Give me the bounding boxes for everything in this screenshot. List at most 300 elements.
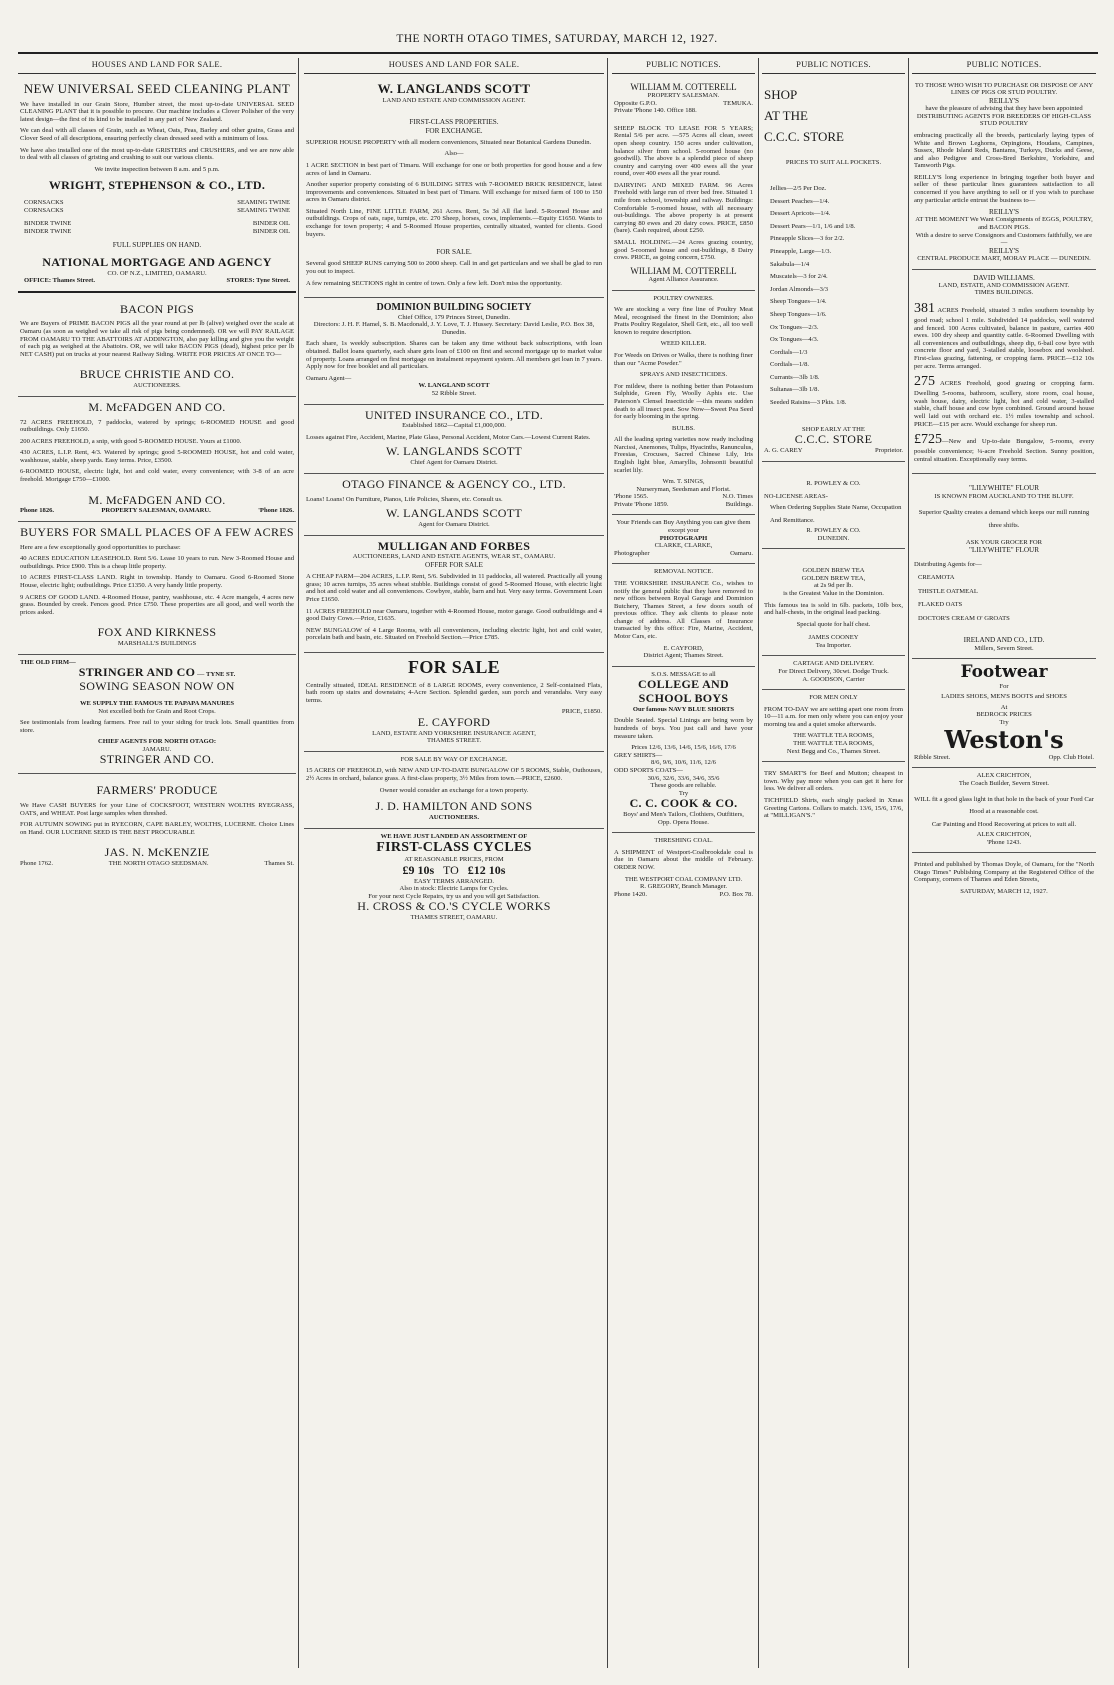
ad-title: TO THOSE WHO WISH TO PURCHASE OR DISPOSE OF ANY LINES OF PIGS OR STUD POULTRY. bbox=[914, 81, 1094, 97]
ad-title: CARTAGE AND DELIVERY. bbox=[793, 660, 874, 668]
ad-title: SOWING SEASON NOW ON bbox=[79, 679, 235, 694]
address: 52 Ribble Street. bbox=[431, 389, 477, 397]
westons-ad bbox=[912, 659, 1096, 768]
ad-text: AT THE MOMENT We Want Consignments of EGGS, POULTRY, and BACON PIGS. bbox=[915, 216, 1093, 231]
company-name: THE WESTPORT COAL COMPANY LTD. bbox=[624, 875, 743, 883]
product: CORNSACKS bbox=[24, 206, 64, 214]
agent-name: DAVID WILLIAMS. bbox=[973, 273, 1035, 282]
product: DOCTOR'S CREAM O' GROATS bbox=[918, 614, 1010, 622]
ad-title: Footwear bbox=[960, 662, 1048, 683]
ad-text: We Have CASH BUYERS for your Line of COCKSFOOT, WESTERN WOLTHS RYEGRASS, OATS, and WHEAT. Post large samples when threshed. bbox=[20, 801, 294, 817]
seed-cleaning-ad bbox=[18, 78, 296, 293]
company-name: THE WATTLE TEA ROOMS, bbox=[793, 732, 874, 740]
company-name: DOMINION BUILDING SOCIETY bbox=[376, 302, 532, 314]
ad-title: REMOVAL NOTICE. bbox=[654, 568, 713, 576]
company-name: WRIGHT, STEPHENSON & CO., LTD. bbox=[48, 178, 266, 193]
ad-text: BEDROCK PRICES bbox=[976, 711, 1032, 719]
ad-text: Also— bbox=[444, 150, 464, 158]
ad-text: A SHIPMENT of Westport-Coalbrookdale coal is due in Oamaru about the middle of February. ORDER NOW. bbox=[614, 848, 753, 871]
ad-text: GREY SHIRTS— bbox=[614, 751, 663, 759]
threshing-coal-ad bbox=[612, 833, 755, 904]
ad-text: LAND, ESTATE, AND COMMISSION AGENT. bbox=[938, 281, 1070, 289]
company-name: R. POWLEY & CO. bbox=[806, 479, 861, 487]
ad-text: Chief Agent for Oamaru District. bbox=[410, 459, 498, 467]
product: BINDER TWINE bbox=[24, 220, 72, 228]
column-divider bbox=[298, 58, 299, 1668]
ad-title: SHOP bbox=[764, 86, 798, 102]
ccc-store-ad bbox=[762, 78, 905, 462]
ad-text: PROPERTY SALESMAN. bbox=[647, 92, 720, 100]
listing: 15 ACRES OF FREEHOLD, with NEW AND UP-TO-DATE BUNGALOW OF 5 ROOMS, Stable, Outhouses, 2½ Acres in orchard, balance grass. A first-class property, 3½ Miles from town.—PRICE, £2600. bbox=[306, 767, 602, 782]
ad-text: Distributing Agents for— bbox=[914, 560, 982, 568]
ad-text: FOR AUTUMN SOWING put in RYECORN, CAPE BARLEY, WOLTHS, LUCERNE. Choice Lines on Hand. OUR LUCERNE SEED IS THE BEST PROCURABLE bbox=[20, 821, 294, 836]
listing: Centrally situated, IDEAL RESIDENCE of 8 LARGE ROOMS, every convenience, 2 Self-contained Flats, bath room up stairs and downstairs; 4-Acre Section. Splendid garden, sun porch and verandahs. Very easy terms. bbox=[306, 681, 602, 704]
cook-ad bbox=[612, 667, 755, 833]
phone: Phone 1826. bbox=[20, 507, 55, 515]
ad-text: THE YORKSHIRE INSURANCE Co., wishes to notify the general public that they have removed to new offices between Royal Garage and Dominion Butchery, Thames Street, a few doors south of previous office. They ask clients to please note change of address. All Classes of Insurance transacted by this office: Fire, Marine, Accident, Motor Cars, etc. bbox=[614, 579, 753, 640]
ad-text: JAMARU. bbox=[142, 745, 172, 753]
ad-text: AUCTIONEERS, LAND AND ESTATE AGENTS, WEAR ST., OAMARU. bbox=[352, 553, 556, 561]
ad-text: SHOP EARLY AT THE bbox=[802, 425, 865, 433]
company-name: THE WATTLE TEA ROOMS, bbox=[793, 740, 874, 748]
ad-text: Established 1862—Capital £1,000,000. bbox=[402, 422, 506, 430]
town: DUNEDIN. bbox=[817, 534, 850, 542]
address: THAMES STREET. bbox=[426, 737, 482, 745]
ad-text: IS KNOWN FROM AUCKLAND TO THE BLUFF. bbox=[934, 492, 1074, 500]
ad-title: BUYERS FOR SMALL PLACES OF A FEW ACRES bbox=[20, 524, 294, 539]
agent-name: A. G. CAREY bbox=[764, 446, 803, 454]
company-name: FOX AND KIRKNESS bbox=[97, 625, 217, 640]
ad-text: REILLY'S long experience in bringing together both buyer and seller of these particular lines guarantees satisfaction to all concerned if you have anything to sell or if you wish to purchase any particular article entrust the business to— bbox=[914, 173, 1094, 204]
agent-name: E. CAYFORD, bbox=[663, 644, 704, 652]
company-name: M. McFADGEN AND CO. bbox=[88, 399, 226, 414]
company-name: MULLIGAN AND FORBES bbox=[377, 538, 531, 553]
ad-text: TO bbox=[443, 862, 459, 877]
listing: A CHEAP FARM—204 ACRES, L.I.P. Rent, 5/6. Subdivided in 11 paddocks, all watered. Practically all young grass; 10 acres turnips, 35 acres wheat stubble. Buildings consist of good 5-Roomed House, with electric light and hot and cold water and all conveniences. Cowbyre, stable, barn and hut. Very easy terms. Government Loan Price £1650. bbox=[306, 573, 602, 603]
ad-text: AUCTIONEERS. bbox=[428, 813, 479, 821]
acreage: 381 bbox=[914, 301, 935, 317]
ad-text: PROPERTY SALESMAN, OAMARU. bbox=[101, 507, 211, 515]
company-name: JAS. N. McKENZIE bbox=[104, 845, 210, 860]
company-name: R. POWLEY & CO. bbox=[806, 527, 861, 535]
town: TEMUKA. bbox=[723, 99, 753, 107]
list-item: Sakabula—1/4 bbox=[770, 260, 810, 268]
ad-text: All the leading spring varieties now ready including Narcissi, Anemones, Tulips, Hyacinths, Ranunculus, Freesias, Crocuses, Sacred Chinese Lily, Iris English light blue, Amaryllis, Johnsonii beautiful scarlet lily. bbox=[614, 436, 753, 474]
address: Opp. Opera House. bbox=[658, 818, 709, 826]
company-name: Weston's bbox=[944, 725, 1064, 755]
list-item: Pineapple Slices—3 for 2/2. bbox=[770, 235, 845, 243]
ad-text: For Direct Delivery, 30cwt. Dodge Truck. bbox=[778, 667, 889, 675]
price: PRICE, £1850. bbox=[561, 708, 602, 716]
ad-title: THRESHING COAL. bbox=[654, 837, 713, 845]
column-2 bbox=[304, 58, 604, 1658]
company-name: J. D. HAMILTON AND SONS bbox=[375, 799, 533, 814]
ad-title: GOLDEN BREW TEA bbox=[802, 567, 865, 575]
column-3 bbox=[612, 58, 755, 1658]
ad-text: EASY TERMS ARRANGED. bbox=[413, 877, 495, 885]
mulligan-forbes-ad bbox=[304, 536, 604, 653]
agent-name: WILLIAM M. COTTERELL bbox=[630, 265, 737, 276]
ad-text: MARSHALL'S BUILDINGS bbox=[117, 640, 197, 648]
ad-text: TYNE ST. bbox=[206, 671, 236, 679]
ad-title: NEW UNIVERSAL SEED CLEANING PLANT bbox=[23, 80, 291, 96]
imprint-date: SATURDAY, MARCH 12, 1927. bbox=[960, 888, 1048, 896]
agent-name: WILLIAM M. COTTERELL bbox=[630, 81, 737, 92]
ad-text: NO-LICENSE AREAS- bbox=[764, 493, 828, 501]
agent-name: JAMES COONEY bbox=[808, 634, 859, 642]
price: 8/6, 9/6, 10/6, 11/6, 12/6 bbox=[651, 759, 716, 767]
ad-text: We are stocking a very fine line of Poultry Meat Meal, recognised the finest in the Dominion; also Pratts Poultry Regulator, Shell Grit, etc., all too well known to require description. bbox=[614, 306, 753, 336]
listing: SHEEP BLOCK TO LEASE FOR 5 YEARS; Rental 5/6 per acre. —575 Acres all clean, sweet open sheep country. 150 acres under cultivation, balance silver from school. 5-roomed house (no goodwill). The above is a splendid piece of sheep country and carrying over 400 ewes all the year round, over 400 ewes all the year round. bbox=[614, 124, 753, 178]
ad-text: FULL SUPPLIES ON HAND. bbox=[112, 241, 202, 250]
list-item: Dessert Apricots—1/4. bbox=[770, 210, 831, 218]
product: BINDER OIL bbox=[252, 227, 290, 235]
listing: 9 ACRES OF GOOD LAND. 4-Roomed House, pantry, washhouse, etc. 4 Acre mangels, 4 acres new grass. Bounded by creek. Fences good. Price £750. These properties are all good, and well worth the prices asked. bbox=[20, 593, 294, 616]
masthead: THE NORTH OTAGO TIMES, SATURDAY, MARCH 12, 1927. bbox=[396, 33, 718, 45]
mcfadgen-ad bbox=[18, 397, 296, 522]
ad-text: Superior Quality creates a demand which keeps our mill running three shifts. bbox=[918, 509, 1090, 530]
ad-text: WE HAVE JUST LANDED AN ASSORTMENT OF bbox=[380, 832, 528, 840]
ad-title: POULTRY OWNERS. bbox=[653, 294, 714, 302]
column-divider bbox=[908, 58, 909, 1668]
ad-text: We have installed in our Grain Store, Humber street, the most up-to-date UNIVERSAL SEED CLEANING PLANT that it is possible to procure. Our machine includes a Clover Polisher of the very latest design—the first of its kind to be installed in any part of New Zealand. bbox=[20, 100, 294, 123]
ad-title: "LILYWHITE" FLOUR bbox=[968, 546, 1040, 555]
reillys-ad bbox=[912, 78, 1096, 270]
ad-text: S.O.S. MESSAGE to all bbox=[651, 670, 716, 678]
ad-title: FIRST-CLASS CYCLES bbox=[376, 840, 532, 856]
address: TIMES BUILDINGS. bbox=[974, 289, 1034, 297]
ad-text: Photographer bbox=[614, 549, 650, 557]
listing: ACRES Freehold, good grazing or cropping farm. Dwelling 5-rooms, bathroom, scullery, store room, coal house, wash house, dairy, electric light, hot and cold water, 3-stalled stable, chaff house and cow byre combined. Ground around house well laid out with orchard etc. 1½ miles township and school. PRICE—£15 per acre. Would exchange for sheep run. bbox=[914, 380, 1094, 428]
agent-name: W. LANGLANDS SCOTT bbox=[386, 444, 522, 459]
ad-text: Losses against Fire, Accident, Marine, Plate Glass, Personal Accident, Motor Cars.—Lowest Current Rates. bbox=[306, 433, 591, 441]
listing: ACRES Freehold, situated 3 miles southern township by good road; school 1 mile. Subdivided 14 paddocks, well watered and fenced. 100 Acres cultivated, balance in pasture, carries 400 ewes. 100 dry sheep and quantity cattle. 6-Roomed Dwelling with all conveniences and outbuildings, sheep dip, 6-bail cow byre with concrete floor and yard, 3-stalled stable, loosebox and woolshed. First-class grazing, fattening, or cropping farm. PRICE—£12 10s per acre. Terms arranged. bbox=[914, 307, 1094, 370]
imprint bbox=[912, 853, 1096, 901]
ad-title: FARMERS' PRODUCE bbox=[96, 783, 218, 798]
listing: Another superior property consisting of 6 BUILDING SITES with 7-ROOMED BRICK RESIDENCE, latest improvements and conveniences. Situated in best part of Timaru. Will exchange for mixed farm of 100 to 150 acres in Oamaru district. bbox=[306, 181, 602, 204]
company-name: M. McFADGEN AND CO. bbox=[88, 492, 226, 507]
ad-text: AT REASONABLE PRICES, FROM bbox=[404, 856, 504, 864]
address: N.O. Times bbox=[722, 493, 753, 501]
ad-text: Here are a few exceptionally good opportunities to purchase: bbox=[20, 543, 181, 551]
phone: 'Phone 1565. bbox=[614, 493, 649, 501]
ad-text: Each share, 1s weekly subscription. Shares can be taken any time without back subscriptions, with loan obtained. Ballot loans quarterly, each share gets loan of £100 on first and second mortgage up to market value of property. Loans arranged on first mortgage on instalment repayment system. All members get loan in 7 years. Apply now for free booklet and all particulars. bbox=[306, 340, 602, 371]
ad-text: WE SUPPLY THE FAMOUS TE PAPAPA MANURES bbox=[79, 699, 235, 707]
list-item: Sheep Tongues—1/4. bbox=[770, 298, 827, 306]
ad-text: ASK YOUR GROCER FOR bbox=[965, 538, 1043, 546]
david-williams-ad bbox=[912, 270, 1096, 475]
address: Thames St. bbox=[264, 860, 294, 868]
product: BINDER OIL bbox=[252, 220, 290, 228]
ad-text: embracing practically all the breeds, particularly laying types of White and Brown Leghorns, Orpingtons, Houdans, Campines, Sussex, Rhode Island Reds, Bantams, Turkeys, Ducks and Geese, and also Pedigree and Cross-Bred Berkshire, Yorkshire, and Tamworth Pigs. bbox=[914, 131, 1094, 170]
powley-ad bbox=[762, 462, 905, 550]
list-item: Cordials—1/3 bbox=[770, 348, 808, 356]
office: OFFICE: Thames Street. bbox=[24, 277, 95, 285]
ad-text: Your Friends can Buy Anything you can give them except your bbox=[616, 519, 751, 535]
ad-text: THE OLD FIRM— bbox=[20, 658, 76, 666]
column-divider bbox=[607, 58, 608, 1668]
ad-text: Double Seated. Special Linings are being worn by hundreds of boys. You just call and have your measure taken. bbox=[614, 717, 753, 740]
ad-text: have the pleasure of advising that they have been appointed bbox=[925, 105, 1083, 113]
ad-text: THE NORTH OTAGO SEEDSMAN. bbox=[108, 860, 209, 868]
ad-text: Chief Office, 179 Princes Street, Dunedin. bbox=[398, 313, 510, 321]
price: 30/6, 32/6, 33/6, 34/6, 35/6 bbox=[647, 774, 720, 782]
lilywhite-ad bbox=[912, 474, 1096, 659]
phone: 'Phone 1243. bbox=[986, 838, 1022, 846]
agent-name: ALEX CRICHTON, bbox=[976, 772, 1032, 780]
ad-text: With a desire to serve Consignors and Customers faithfully, we are— bbox=[915, 231, 1093, 247]
list-item: Sultanas—3lb 1/8. bbox=[770, 386, 820, 394]
farmers-produce-ad bbox=[18, 774, 296, 873]
agent-name: A. GOODSON, Carrier bbox=[802, 675, 865, 683]
ad-title: GOLDEN BREW TEA, bbox=[801, 574, 866, 582]
ad-text: TICHFIELD Shirts, each singly packed in Xmas Greeting Cartons. Collars to match. 13/6, 15/6, 17/6, at "MILLIGAN'S." bbox=[764, 796, 903, 820]
price: £12 10s bbox=[467, 862, 506, 877]
ad-text: AUCTIONEERS. bbox=[133, 382, 181, 390]
smarts-ad bbox=[762, 762, 905, 829]
product: SEAMING TWINE bbox=[237, 199, 290, 207]
ad-title: FOR MEN ONLY bbox=[809, 694, 858, 702]
ad-text: FROM TO-DAY we are setting apart one room from 10—11 a.m. for men only where you can enjoy your morning tea and a quiet smoke afterwards. bbox=[764, 705, 903, 728]
ad-text: Tea Importer. bbox=[815, 641, 852, 649]
ad-text: Special quote for half chest. bbox=[796, 620, 871, 628]
otago-finance-ad bbox=[304, 474, 604, 536]
agent-name: ALEX CRICHTON, bbox=[976, 831, 1032, 839]
golden-brew-ad bbox=[762, 549, 905, 656]
phone: Phone 1762. bbox=[20, 860, 53, 868]
ad-title: FOR SALE bbox=[408, 656, 500, 677]
ad-text: Agent for Oamaru District. bbox=[418, 521, 490, 528]
cotterell-ad bbox=[612, 78, 755, 291]
ad-text: We are Buyers of PRIME BACON PIGS all the year round at per lb (alive) weighed over the scale at Oamaru (as soon as weighed we take all risk of pigs being condemned). OR we will PAY RAILAGE FROM OAMARU TO THE ABATTOIRS AT ADDINGTON, also pay killing and give you the weight of each pig as weighed at the Abattoirs. OR, we will take BACON PIGS (dead), highest price per lb NET CASH) put on trucks at your nearest Railway Siding. WRITE FOR PRICES AT ONCE TO— bbox=[20, 320, 294, 358]
list-item: Cordials—1/8. bbox=[770, 361, 810, 369]
ad-text: LAND, ESTATE AND YORKSHIRE INSURANCE AGENT, bbox=[372, 729, 536, 737]
ad-text: Try bbox=[999, 718, 1009, 726]
ad-text: ODD SPORTS COATS— bbox=[614, 766, 683, 774]
price: £725 bbox=[914, 432, 942, 448]
address: Millers, Severn Street. bbox=[974, 644, 1034, 652]
ad-text: Proprietor. bbox=[874, 446, 903, 454]
ad-text: LAND AND ESTATE AND COMMISSION AGENT. bbox=[382, 96, 526, 104]
ad-title: C.C.C. STORE bbox=[764, 128, 844, 144]
listing: NEW BUNGALOW of 4 Large Rooms, with all conveniences, including electric light, hot and cold water, porcelain bath and basin, etc. Situated on Freehold Section.—Price £785. bbox=[306, 626, 602, 642]
phone: 'Phone 1826. bbox=[258, 507, 294, 515]
price-list bbox=[764, 185, 903, 406]
listing: DAIRYING AND MIXED FARM. 96 Acres Freehold with large run of river bed free. Situated 1 mile from school, township and railway. Buildings: Comfortable 5-roomed house, with all necessary out-buildings. The above property is at present carrying 80 ewes and 20 dairy cows. PRICE, £850 (bare). Cash required, about £250. bbox=[614, 181, 753, 235]
company-name: IRELAND AND CO., LTD. bbox=[963, 636, 1045, 645]
company-name: C.C.C. STORE bbox=[794, 432, 873, 447]
address: Buildings. bbox=[725, 500, 753, 508]
company-name: REILLY'S bbox=[988, 96, 1020, 105]
langlands-scott-ad bbox=[304, 78, 604, 298]
section-heading: PUBLIC NOTICES. bbox=[612, 58, 755, 74]
list-item: Currants—3lb 1/8. bbox=[770, 373, 820, 381]
listing: SUPERIOR HOUSE PROPERTY with all modern conveniences, Situated near Botanical Gardens Dunedin. bbox=[306, 138, 592, 146]
listing: Several good SHEEP RUNS carrying 500 to 2000 sheep. Call in and get particulars and we shall be glad to run you out to inspect. bbox=[306, 260, 602, 276]
ad-text: WILL fit a good glass light in that hole in the back of your Ford Car Hood at a reasonable cost. bbox=[914, 795, 1094, 816]
section-heading: PUBLIC NOTICES. bbox=[762, 58, 905, 74]
ad-text: FOR SALE BY WAY OF EXCHANGE. bbox=[400, 755, 508, 763]
top-rule bbox=[18, 52, 1098, 54]
ad-title: BACON PIGS bbox=[119, 301, 194, 316]
company-name: E. CAYFORD bbox=[417, 714, 491, 729]
ad-text: We can deal with all classes of Grain, such as Wheat, Oats, Peas, Barley and other grains, Grass and Clover Seed of all descriptions, ensuring perfectly clean dressed seed with a minimum of loss. bbox=[20, 127, 294, 143]
list-item: Pineapple, Large—1/3. bbox=[770, 248, 832, 256]
acreage: 275 bbox=[914, 374, 935, 390]
crichton-ad bbox=[912, 768, 1096, 853]
listing: Situated North Line, FINE LITTLE FARM, 261 Acres. Rent, 5s 3d All flat land. 5-Roomed House and outbuildings. Crops of oats, rape, turnips, etc. 270 Sheep, horses, cows, implements.—Equity £1650. Wants to exchange for town property; 4 and 5-Roomed House properties, centrally situated, wanted for clients. Good buyers. bbox=[306, 207, 602, 238]
bacon-pigs-ad bbox=[18, 293, 296, 397]
ad-text: We have also installed one of the most up-to-date GRISTERS and CRUSHERS, and we are now able to deal with all classes of gristing and crushing to suit our various clients. bbox=[20, 146, 294, 162]
listing: 40 ACRES EDUCATION LEASEHOLD. Rent 5/6. Lease 10 years to run. New 3-Roomed House and outbuildings. Price £900. This is a cheap little property. bbox=[20, 555, 294, 570]
ad-text: TRY SMART'S for Beef and Mutton; cheapest in town. Why pay more when you can get it here for less. We deliver all orders. bbox=[764, 770, 903, 793]
ad-text: Try bbox=[678, 789, 689, 797]
product: FLAKED OATS bbox=[918, 601, 963, 609]
united-insurance-ad bbox=[304, 405, 604, 474]
ad-text: For mildew, there is nothing better than Potassium Sulphide, Green Fly, Woolly Aphis etc. Use Paterson's Clensel Insecticide —this means sudden death to all insect pest. Sow Now—Sweet Pea Seed for early blooming in the spring. bbox=[614, 382, 753, 421]
ad-text: We invite inspection between 8 a.m. and 5 p.m. bbox=[94, 165, 220, 173]
ad-text: Loans! Loans! On Furniture, Pianos, Life Policies, Shares, etc. Consult us. bbox=[306, 495, 503, 503]
ad-title: PHOTOGRAPH bbox=[659, 534, 708, 542]
list-item: Muscatels—3 for 2/4. bbox=[770, 273, 828, 281]
product: BINDER TWINE bbox=[24, 227, 72, 235]
phone: Private 'Phone 1859. bbox=[614, 500, 669, 508]
ad-text: OFFER FOR SALE bbox=[425, 560, 483, 569]
agent-name: W. LANGLAND SCOTT bbox=[418, 382, 490, 390]
company-name: W. LANGLANDS SCOTT bbox=[377, 80, 531, 96]
ad-text: CHIEF AGENTS FOR NORTH OTAGO: bbox=[97, 738, 217, 746]
listing: 200 ACRES FREEHOLD, a snip, with good 5-ROOMED HOUSE. Yours at £1000. bbox=[20, 437, 242, 445]
hamilton-ad bbox=[304, 752, 604, 829]
ad-text: is the Greatest Value in the Dominion. bbox=[783, 589, 884, 597]
column-divider bbox=[758, 58, 759, 1668]
stores: STORES: Tyne Street. bbox=[226, 277, 290, 285]
sings-ad bbox=[612, 291, 755, 516]
price: £9 10s bbox=[402, 862, 435, 877]
company-name: NATIONAL MORTGAGE AND AGENCY bbox=[42, 254, 272, 269]
ad-text: For Weeds on Drives or Walks, there is nothing finer than our "Acme Powder." bbox=[614, 352, 753, 367]
list-item: Jordan Almonds—3/3 bbox=[770, 285, 829, 293]
column-4 bbox=[762, 58, 905, 1658]
ad-text: Boys' and Men's Tailors, Clothiers, Outfitters, bbox=[623, 811, 744, 819]
ad-text: These goods are reliable. bbox=[650, 782, 717, 790]
ad-text: FIRST-CLASS PROPERTIES. bbox=[409, 118, 499, 127]
company-name: OTAGO FINANCE & AGENCY CO., LTD. bbox=[342, 476, 566, 491]
list-item: Ox Tongues—2/3. bbox=[770, 323, 819, 331]
column-5 bbox=[912, 58, 1096, 1658]
ad-text: FOR EXCHANGE. bbox=[425, 126, 483, 135]
ad-text: District Agent; Thames Street. bbox=[643, 652, 724, 660]
ad-text: For bbox=[999, 682, 1009, 690]
listing: 10 ACRES FIRST-CLASS LAND. Right in township. Handy to Oamaru. Good 6-Roomed Stone House, electric light; outbuildings. Price £1350. A very handy little property. bbox=[20, 574, 294, 590]
ad-text: Directors: J. H. F. Hamel, S. B. Macdonald, J. Y. Love, T. J. Hussey. Secretary: David Leslie, P.O. Box 38, Dunedin. bbox=[313, 321, 595, 336]
address: THAMES STREET, OAMARU. bbox=[410, 914, 498, 922]
stringer-ad: THE OLD FIRM— STRINGER AND CO — TYNE ST. SOWING SEASON NOW ON WE SUPPLY THE FAMOUS TE PAPAPA MANURES Not excelled both for Grain and Root Crops. See testimonials from leading farmers. Free rail to your siding for truck lots. Small quantities from store. CHIEF AGENTS FOR NORTH OTAGO: JAMARU. STRINGER AND CO. bbox=[18, 655, 296, 774]
address: Opp. Club Hotel. bbox=[1048, 753, 1094, 761]
ad-title: AT THE bbox=[764, 107, 808, 123]
ad-title: SPRAYS AND INSECTICIDES. bbox=[639, 371, 728, 379]
section-heading: PUBLIC NOTICES. bbox=[912, 58, 1096, 74]
ad-text: Oamaru Agent— bbox=[306, 374, 352, 382]
ad-title: COLLEGE AND SCHOOL BOYS bbox=[638, 677, 729, 706]
price: Prices 12/6, 13/6, 14/6, 15/6, 16/6, 17/6 bbox=[631, 744, 736, 752]
town: Oamaru. bbox=[730, 549, 753, 557]
company-name: C. C. COOK & CO. bbox=[629, 796, 738, 811]
listing: 6-ROOMED HOUSE, electric light, hot and cold water, every convenience; with 3-8 of an acre freehold. Mortgage £750—£1000. bbox=[20, 468, 294, 483]
ad-text: Agent Alliance Assurance. bbox=[648, 276, 719, 284]
price: at 2s 9d per lb. bbox=[813, 582, 853, 590]
imprint-text: Printed and published by Thomas Doyle, of Oamaru, for the "North Otago Times" Publishing Company at the Registered Office of the Company, corners of Thames and Eden Streets, bbox=[914, 861, 1094, 884]
address: Ribble Street. bbox=[914, 753, 951, 761]
section-heading: HOUSES AND LAND FOR SALE. bbox=[18, 58, 296, 74]
product: THISTLE OATMEAL bbox=[918, 587, 978, 595]
ad-text: Nurseryman, Seedsman and Florist. bbox=[636, 485, 731, 493]
ad-text: PRICES TO SUIT ALL POCKETS. bbox=[785, 158, 882, 166]
product: CREAMOTA bbox=[918, 574, 955, 582]
ad-text: Owner would consider an exchange for a town property. bbox=[379, 786, 529, 794]
column-1 bbox=[18, 58, 296, 1658]
ad-text: CO. OF N.Z., LIMITED, OAMARU. bbox=[107, 269, 207, 277]
ad-text: Not excelled both for Grain and Root Crops. bbox=[98, 707, 216, 715]
small-places-ad bbox=[18, 522, 296, 655]
ad-text: Also in stock: Electric Lamps for Cycles. bbox=[399, 885, 509, 893]
clarke-photo-ad bbox=[612, 515, 755, 564]
phone: Private 'Phone 140. Office 188. bbox=[614, 107, 697, 115]
address: Next Begg and Co., Thames Street. bbox=[786, 747, 881, 755]
company-name: REILLY'S bbox=[988, 208, 1020, 217]
list-item: Dessert Pears—1/1, 1/6 and 1/8. bbox=[770, 222, 856, 230]
listing: A few remaining SECTIONS right in centre of town. Only a few left. Don't miss the opportunity. bbox=[306, 279, 562, 287]
product: SEAMING TWINE bbox=[237, 206, 290, 214]
wattle-ad bbox=[762, 690, 905, 762]
product: CORNSACKS bbox=[24, 199, 64, 207]
dominion-building-ad bbox=[304, 298, 604, 404]
listing: 430 ACRES, L.I.P. Rent, 4/3. Watered by springs; good 5-ROOMED HOUSE, hot and cold water, washhouse, stable, sheep yards. Easy terms. Price, £3500. bbox=[20, 449, 294, 464]
company-name: REILLY'S bbox=[988, 246, 1020, 255]
goodson-ad bbox=[762, 656, 905, 690]
address: P.O. Box 78. bbox=[719, 890, 753, 898]
ad-text: For your next Cycle Repairs, try us and you will get Satisfaction. bbox=[368, 892, 540, 900]
agent-name: CLARKE, CLARKE, bbox=[654, 542, 713, 550]
address: CENTRAL PRODUCE MART, MORAY PLACE — DUNEDIN. bbox=[917, 255, 1091, 263]
list-item: Ox Tongues—4/3. bbox=[770, 336, 819, 344]
phone: Phone 1420. bbox=[614, 890, 647, 898]
cayford-ad bbox=[304, 653, 604, 752]
ad-text: See testimonials from leading farmers. Free rail to your siding for truck lots. Small quantities from store. bbox=[20, 719, 294, 734]
listing: SMALL HOLDING.—24 Acres grazing country, good 5-roomed house and out-buildings, 8 Dairy cows. PRICE, as going concern, £750. bbox=[614, 238, 753, 262]
ad-title: DISTRIBUTING AGENTS FOR BREEDERS OF HIGH-CLASS STUD POULTRY bbox=[916, 112, 1092, 128]
list-item: Dessert Peaches—1/4. bbox=[770, 197, 830, 205]
listing: —New and Up-to-date Bungalow, 5-rooms, every possible convenience; ¼-acre Freehold Section. Sunny position, central situation. Exceptionally easy terms. bbox=[914, 438, 1094, 463]
address: Opposite G.P.O. bbox=[614, 99, 657, 107]
company-name: STRINGER AND CO. bbox=[99, 752, 215, 767]
company-name: STRINGER AND CO bbox=[78, 665, 196, 680]
listing: 1 ACRE SECTION in best part of Timaru. Will exchange for one or both properties for good house and a few acres of land in Oamaru. bbox=[306, 162, 602, 177]
ad-text: LADIES SHOES, MEN'S BOOTS and SHOES bbox=[941, 693, 1067, 701]
ad-text: Car Painting and Hood Recovering at prices to suit all. bbox=[931, 820, 1077, 828]
ad-title: BULBS. bbox=[672, 424, 695, 432]
section-heading: HOUSES AND LAND FOR SALE. bbox=[304, 58, 604, 74]
listing: 72 ACRES FREEHOLD, 7 paddocks, watered by springs; 6-ROOMED HOUSE and good outbuildings. Only £1650. bbox=[20, 418, 294, 434]
list-item: Sheep Tongues—1/6. bbox=[770, 310, 827, 318]
list-item: Jellies—2/5 Per Doz. bbox=[770, 185, 827, 193]
ad-text: R. GREGORY, Branch Manager. bbox=[639, 883, 728, 891]
ad-title: WEED KILLER. bbox=[660, 340, 707, 348]
agent-name: Wm. T. SINGS, bbox=[662, 478, 705, 486]
ad-text: At bbox=[1000, 703, 1008, 711]
ad-text: When Ordering Supplies State Name, Occupation And Remittance. bbox=[770, 503, 902, 524]
ad-text: Our famous NAVY BLUE SHORTS bbox=[632, 705, 735, 713]
